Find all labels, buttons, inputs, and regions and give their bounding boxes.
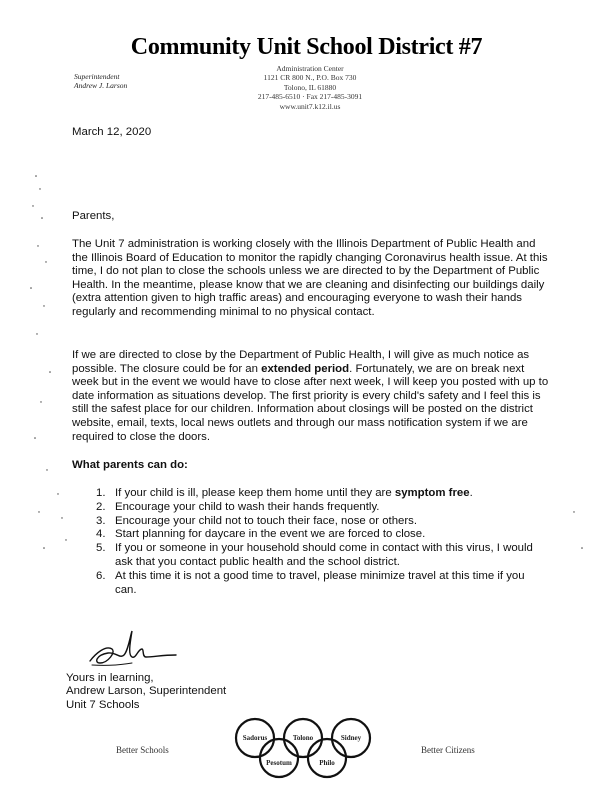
emphasis-symptom-free: symptom free: [394, 487, 470, 499]
ring-philo: [308, 739, 346, 777]
paragraph-2-text: If we are directed to close by the Department of Public Health, I will give as much notice as possible. The closure could be for an: [72, 349, 530, 375]
district-title: Community Unit School District #7: [130, 34, 483, 60]
list-item: [96, 542, 546, 570]
list-item: [96, 515, 546, 529]
list-item-text: Encourage your child to wash their hands frequently.: [115, 500, 380, 513]
handwritten-signature: [86, 625, 178, 671]
list-item-text: At this time it is not a good time to travel, please minimize travel at this time if you can.: [115, 569, 525, 596]
list-item-text: Start planning for daycare in the event we are forced to close.: [115, 528, 426, 541]
administration-address: [225, 64, 395, 111]
ring-pesotum: [260, 739, 298, 777]
signer-name: Andrew Larson, Superintendent: [66, 685, 227, 698]
list-item-text: If your child is ill, please keep them home until they are: [115, 487, 395, 499]
ring-label: Philo: [319, 759, 335, 767]
list-number: 6.: [96, 569, 106, 582]
list-number: 1.: [96, 487, 106, 499]
list-number: 2.: [96, 500, 106, 513]
list-item-text: .: [469, 487, 473, 499]
list-item: [96, 501, 546, 515]
admin-line: Tolono, IL 61880: [283, 82, 337, 92]
parents-action-list: [96, 487, 546, 597]
closing-line: Yours in learning,: [66, 672, 154, 684]
ring-label: Pesotum: [266, 759, 292, 767]
ring-label: Sadorus: [242, 734, 268, 742]
footer-motto-left: Better Schools: [116, 745, 169, 755]
ring-label: Tolono: [292, 734, 314, 742]
admin-line: 217-485-6510 · Fax 217-485-3091: [257, 92, 363, 102]
footer-motto-right: Better Citizens: [421, 745, 475, 755]
admin-line: www.unit7.k12.il.us: [279, 101, 341, 111]
admin-line: 1121 CR 800 N., P.O. Box 730: [263, 73, 357, 83]
superintendent-name: Andrew J. Larson: [74, 81, 128, 90]
list-item-text: If you or someone in your household should come in contact with this virus, I would ask that you contact public health and the school district.: [115, 542, 533, 568]
greeting: Parents,: [72, 210, 115, 222]
list-number: 4.: [96, 528, 106, 541]
list-heading: What parents can do:: [72, 459, 188, 471]
signer-org: Unit 7 Schools: [66, 698, 140, 711]
list-number: 3.: [96, 514, 106, 527]
ring-label: Sidney: [340, 734, 362, 742]
list-item: [96, 528, 546, 542]
list-number: 5.: [96, 542, 106, 555]
superintendent-block: [74, 72, 127, 90]
admin-line: Administration Center: [276, 64, 344, 73]
superintendent-title: Superintendent: [74, 72, 120, 81]
paragraph-2: [72, 349, 550, 444]
list-item-text: Encourage your child not to touch their face, nose or others.: [115, 514, 418, 527]
list-item: [96, 487, 546, 501]
closing-block: [66, 672, 226, 712]
list-item: [96, 570, 546, 598]
emphasis-extended-period: extended period: [261, 362, 350, 375]
district-rings-logo: [228, 716, 378, 780]
letter-date: March 12, 2020: [72, 126, 152, 138]
paragraph-2-text: . Fortunately, we are on break next week but in the event we would have to close after next week, I will keep you posted with up to date information as situations develop. The first priority is every child's safety and I feel this is still the safest place for our children. Information about closings will be posted on the district website, email, texts, local news outlets and through our mass notification system if we are required to close the doors.: [72, 362, 549, 443]
paragraph-1: The Unit 7 administration is working closely with the Illinois Department of Public Health and the Illinois Board of Education to monitor the rapidly changing Coronavirus health issue. At this time, I do not plan to close the schools unless we are directed to by the Department of Public Health. In the meantime, please know that we are cleaning and disinfecting our buildings daily (extra attention given to high traffic areas) and encouraging everyone to wash their hands regularly and recommending minimal to no physical contact.: [72, 238, 548, 318]
